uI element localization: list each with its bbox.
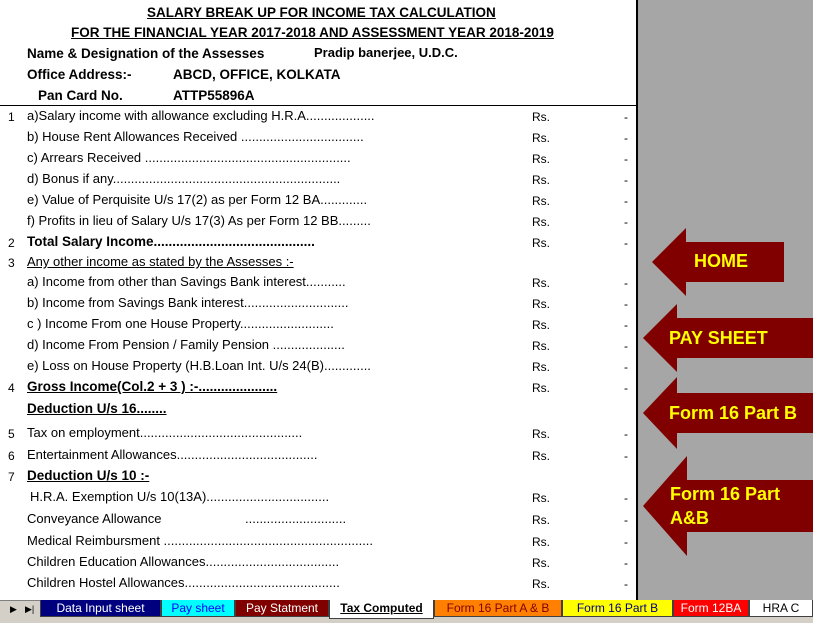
row-label-leader: ............................ [245,511,347,526]
currency-label: Rs. [532,236,550,250]
row-label: e) Loss on House Property (H.B.Loan Int. U/s 24(B)............. [27,358,371,373]
row-number: 5 [8,427,15,441]
sheet-title: SALARY BREAK UP FOR INCOME TAX CALCULATION [147,5,496,20]
currency-label: Rs. [532,491,550,505]
sheet-tab[interactable]: Form 16 Part B [562,600,673,617]
sheet-tab[interactable]: Form 12BA [673,600,749,617]
currency-label: Rs. [532,152,550,166]
amount-cell[interactable]: - [624,110,628,124]
arrow-left-icon [643,456,813,556]
amount-cell[interactable]: - [624,194,628,208]
row-label: Tax on employment............................................. [27,425,303,440]
sheet-subtitle: FOR THE FINANCIAL YEAR 2017-2018 AND ASSESSMENT YEAR 2018-2019 [71,25,554,40]
amount-cell[interactable]: - [624,513,628,527]
sheet-tab[interactable]: Form 16 Part A & B [434,600,562,617]
row-label: d) Bonus if any............................................................... [27,171,341,186]
row-label: a) Income from other than Savings Bank interest........... [27,274,346,289]
row-label: Conveyance Allowance [27,511,162,526]
row-label: Medical Reimbursment .......................................................... [27,533,374,548]
row-label: Deduction U/s 16........ [27,401,167,416]
amount-cell[interactable]: - [624,152,628,166]
form16-part-b-button-label: Form 16 Part B [669,403,798,423]
currency-label: Rs. [532,318,550,332]
home-button-label: HOME [694,251,748,271]
row-label: Children Hostel Allowances........................................... [27,575,340,590]
row-number: 2 [8,236,15,250]
amount-cell[interactable]: - [624,491,628,505]
row-label: c) Arrears Received ......................................................... [27,150,351,165]
row-label: b) Income from Savings Bank interest............................. [27,295,349,310]
amount-cell[interactable]: - [624,173,628,187]
amount-cell[interactable]: - [624,577,628,591]
name-label: Name & Designation of the Assesses [27,46,265,61]
row-label: f) Profits in lieu of Salary U/s 17(3) As per Form 12 BB......... [27,213,371,228]
currency-label: Rs. [532,339,550,353]
pay-sheet-button[interactable] [643,304,813,372]
sheet-tab[interactable]: Pay sheet [161,600,235,617]
amount-cell[interactable]: - [624,381,628,395]
office-value: ABCD, OFFICE, KOLKATA [173,67,341,82]
row-label: a)Salary income with allowance excluding H.R.A................... [27,108,375,123]
amount-cell[interactable]: - [624,215,628,229]
form16-part-b-button[interactable] [643,377,813,449]
amount-cell[interactable]: - [624,556,628,570]
amount-cell[interactable]: - [624,449,628,463]
home-button[interactable] [652,228,784,296]
row-label: Gross Income(Col.2 + 3 ) :-..................... [27,379,278,394]
row-number: 4 [8,381,15,395]
currency-label: Rs. [532,276,550,290]
amount-cell[interactable]: - [624,297,628,311]
row-label: c ) Income From one House Property.......................... [27,316,334,331]
row-label: Children Education Allowances..................................... [27,554,340,569]
row-number: 6 [8,449,15,463]
row-label: Deduction U/s 10 :- [27,468,150,483]
amount-cell[interactable]: - [624,236,628,250]
tab-scroll-last-icon[interactable]: ▶| [25,604,35,614]
currency-label: Rs. [532,215,550,229]
currency-label: Rs. [532,513,550,527]
currency-label: Rs. [532,194,550,208]
row-number: 1 [8,110,15,124]
row-label: d) Income From Pension / Family Pension .................... [27,337,345,352]
pan-value: ATTP55896A [173,88,255,103]
amount-cell[interactable]: - [624,131,628,145]
amount-cell[interactable]: - [624,535,628,549]
row-label: Total Salary Income........................................... [27,234,315,249]
currency-label: Rs. [532,556,550,570]
row-label: Any other income as stated by the Assesses :- [27,254,294,269]
tab-scroll-first-icon[interactable]: ▶ [10,604,17,614]
currency-label: Rs. [532,449,550,463]
amount-cell[interactable]: - [624,427,628,441]
amount-cell[interactable]: - [624,318,628,332]
currency-label: Rs. [532,577,550,591]
currency-label: Rs. [532,535,550,549]
currency-label: Rs. [532,381,550,395]
sheet-tab[interactable]: Pay Statment [235,600,329,617]
pan-label: Pan Card No. [38,88,123,103]
row-number: 7 [8,470,15,484]
office-label: Office Address:- [27,67,132,82]
form16-part-ab-button[interactable] [643,456,813,556]
currency-label: Rs. [532,427,550,441]
row-label: b) House Rent Allowances Received .................................. [27,129,364,144]
currency-label: Rs. [532,110,550,124]
sheet-tab[interactable]: Data Input sheet [40,600,161,617]
amount-cell[interactable]: - [624,339,628,353]
currency-label: Rs. [532,173,550,187]
row-label: Entertainment Allowances....................................... [27,447,318,462]
name-value: Pradip banerjee, U.D.C. [314,45,458,60]
form16-part-ab-label-line1: Form 16 Part [670,484,781,504]
sheet-tab[interactable]: HRA C [749,600,813,617]
form16-part-ab-label-line2: A&B [670,508,709,528]
amount-cell[interactable]: - [624,276,628,290]
row-label: e) Value of Perquisite U/s 17(2) as per Form 12 BA............. [27,192,368,207]
currency-label: Rs. [532,131,550,145]
pay-sheet-button-label: PAY SHEET [669,328,768,348]
header-divider [0,105,636,106]
row-number: 3 [8,256,15,270]
currency-label: Rs. [532,360,550,374]
row-label: H.R.A. Exemption U/s 10(13A).................................. [30,489,330,504]
sheet-tab[interactable]: Tax Computed [329,600,434,619]
amount-cell[interactable]: - [624,360,628,374]
currency-label: Rs. [532,297,550,311]
